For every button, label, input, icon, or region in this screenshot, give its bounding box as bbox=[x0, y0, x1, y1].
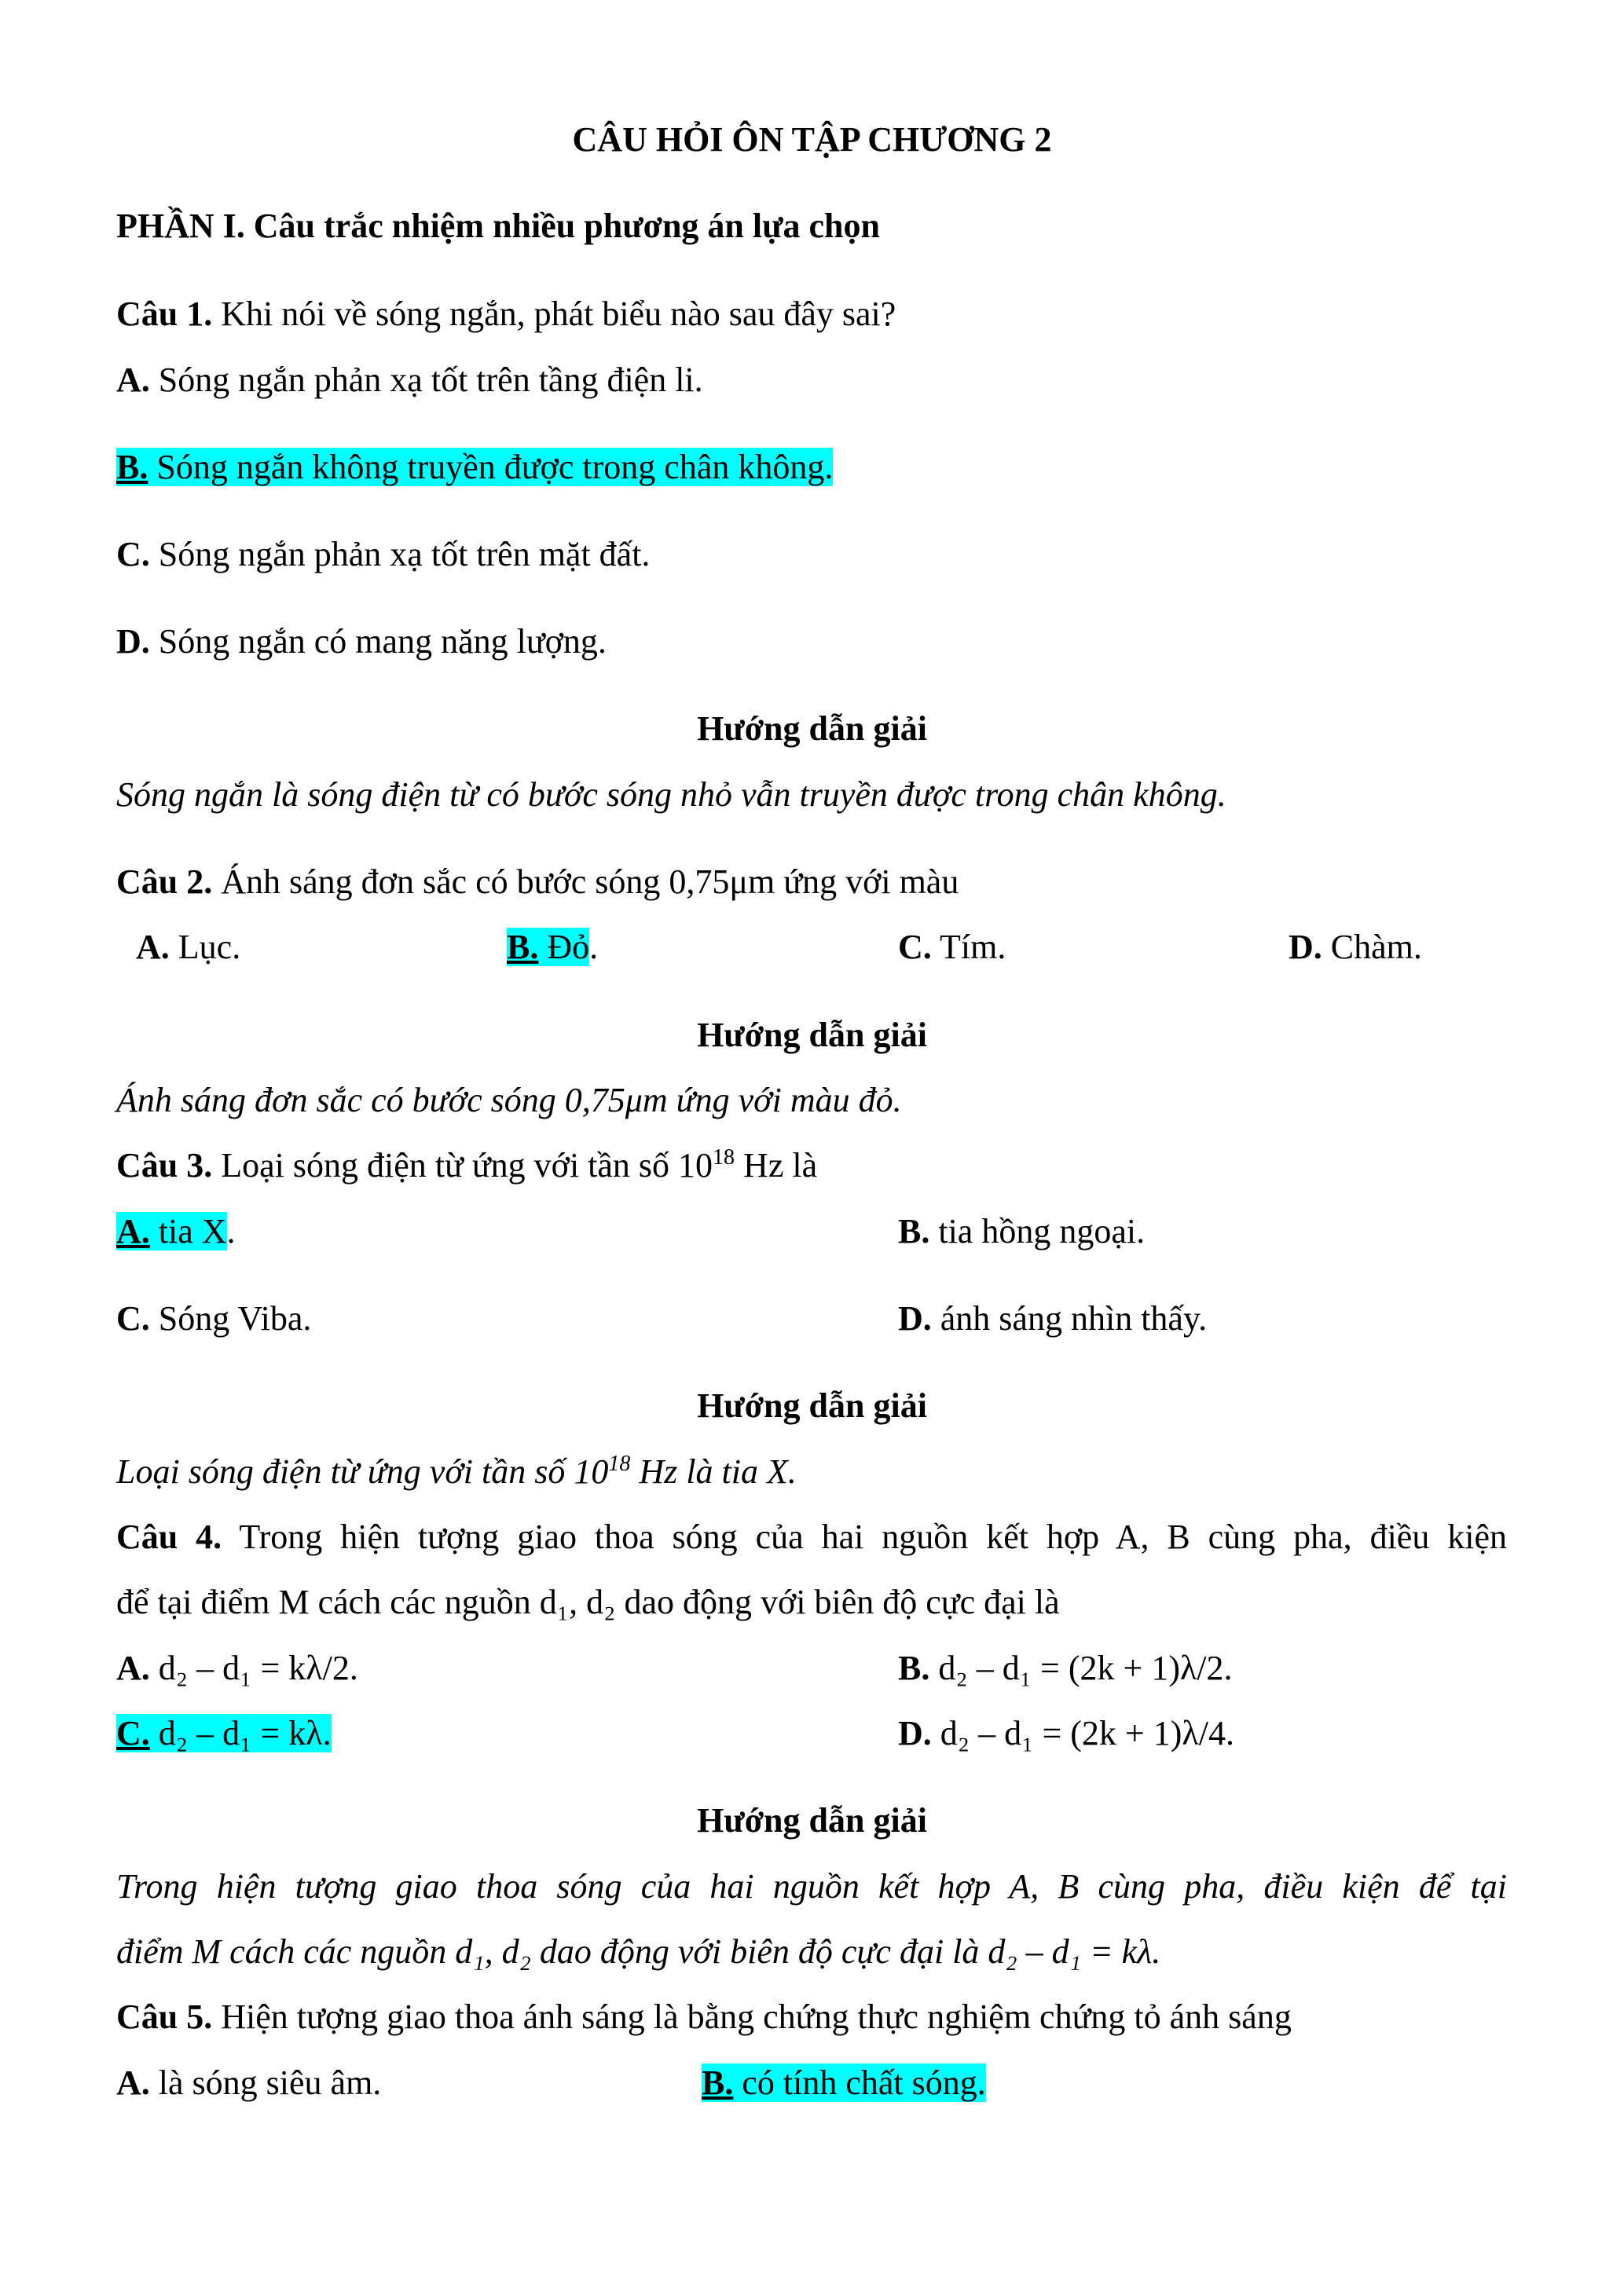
section-heading: PHẦN I. Câu trắc nhiệm nhiều phương án lựa chọn bbox=[116, 207, 880, 245]
q1-solution: Sóng ngắn là sóng điện từ có bước sóng nhỏ vẫn truyền được trong chân không. bbox=[116, 775, 1226, 814]
q3-option-d: D. ánh sáng nhìn thấy. bbox=[898, 1299, 1208, 1338]
q4-option-b: B. d₂ – d₁ = (2k + 1)λ/2. bbox=[898, 1649, 1233, 1687]
q1-guide-heading: Hướng dẫn giải bbox=[697, 709, 927, 748]
q3-option-a-correct: A. tia X. bbox=[116, 1212, 236, 1251]
q2-guide-heading: Hướng dẫn giải bbox=[697, 1016, 927, 1054]
q5-option-b-correct: B. có tính chất sóng. bbox=[702, 2063, 986, 2102]
question-3: Câu 3. Loại sóng điện từ ứng với tần số $10^{18}$ Hz là bbox=[116, 1145, 818, 1185]
q4-solution-line-1: Trong hiện tượng giao thoa sóng của hai nguồn kết hợp A, B cùng pha, điều kiện để tại bbox=[116, 1867, 1507, 1906]
question-1: Câu 1. Khi nói về sóng ngắn, phát biểu nào sau đây sai? bbox=[116, 295, 896, 333]
q2-option-c: C. Tím. bbox=[898, 928, 1006, 966]
question-5: Câu 5. Hiện tượng giao thoa ánh sáng là bằng chứng thực nghiệm chứng tỏ ánh sáng bbox=[116, 1998, 1292, 2036]
q1-option-a: A. Sóng ngắn phản xạ tốt trên tầng điện li. bbox=[116, 361, 703, 399]
question-2: Câu 2. Ánh sáng đơn sắc có bước sóng 0,75μm ứng với màu bbox=[116, 862, 959, 901]
q4-option-c-correct: C. d₂ – d₁ = kλ. bbox=[116, 1714, 332, 1752]
q2-option-b-correct: B. Đỏ. bbox=[507, 928, 599, 966]
question-4-line-2: để tại điểm M cách các nguồn d₁, d₂ dao động với biên độ cực đại là bbox=[116, 1583, 1060, 1621]
q5-option-a: A. là sóng siêu âm. bbox=[116, 2063, 382, 2102]
q2-option-a: A. Lục. bbox=[136, 928, 241, 966]
q2-solution: Ánh sáng đơn sắc có bước sóng 0,75μm ứng với màu đỏ. bbox=[116, 1081, 902, 1119]
q3-solution: Loại sóng điện từ ứng với tần số $10^{18}$ Hz là tia X. bbox=[116, 1452, 797, 1491]
q4-option-a: A. d₂ – d₁ = kλ/2. bbox=[116, 1649, 358, 1687]
q3-guide-heading: Hướng dẫn giải bbox=[697, 1386, 927, 1425]
document-title: CÂU HỎI ÔN TẬP CHƯƠNG 2 bbox=[572, 120, 1052, 159]
q1-option-d: D. Sóng ngắn có mang năng lượng. bbox=[116, 622, 607, 661]
q2-option-d: D. Chàm. bbox=[1289, 928, 1422, 966]
question-4-line-1: Câu 4. Trong hiện tượng giao thoa sóng của hai nguồn kết hợp A, B cùng pha, điều kiện bbox=[116, 1518, 1507, 1556]
q3-option-b: B. tia hồng ngoại. bbox=[898, 1212, 1146, 1251]
q3-option-c: C. Sóng Viba. bbox=[116, 1299, 312, 1338]
q4-guide-heading: Hướng dẫn giải bbox=[697, 1801, 927, 1840]
q1-option-c: C. Sóng ngắn phản xạ tốt trên mặt đất. bbox=[116, 535, 651, 573]
q1-option-b-correct: B. Sóng ngắn không truyền được trong chân không. bbox=[116, 448, 834, 486]
q4-solution-line-2: điểm M cách các nguồn d₁, d₂ dao động với biên độ cực đại là d₂ – d₁ = kλ. bbox=[116, 1932, 1161, 1971]
q4-option-d: D. d₂ – d₁ = (2k + 1)λ/4. bbox=[898, 1714, 1234, 1752]
